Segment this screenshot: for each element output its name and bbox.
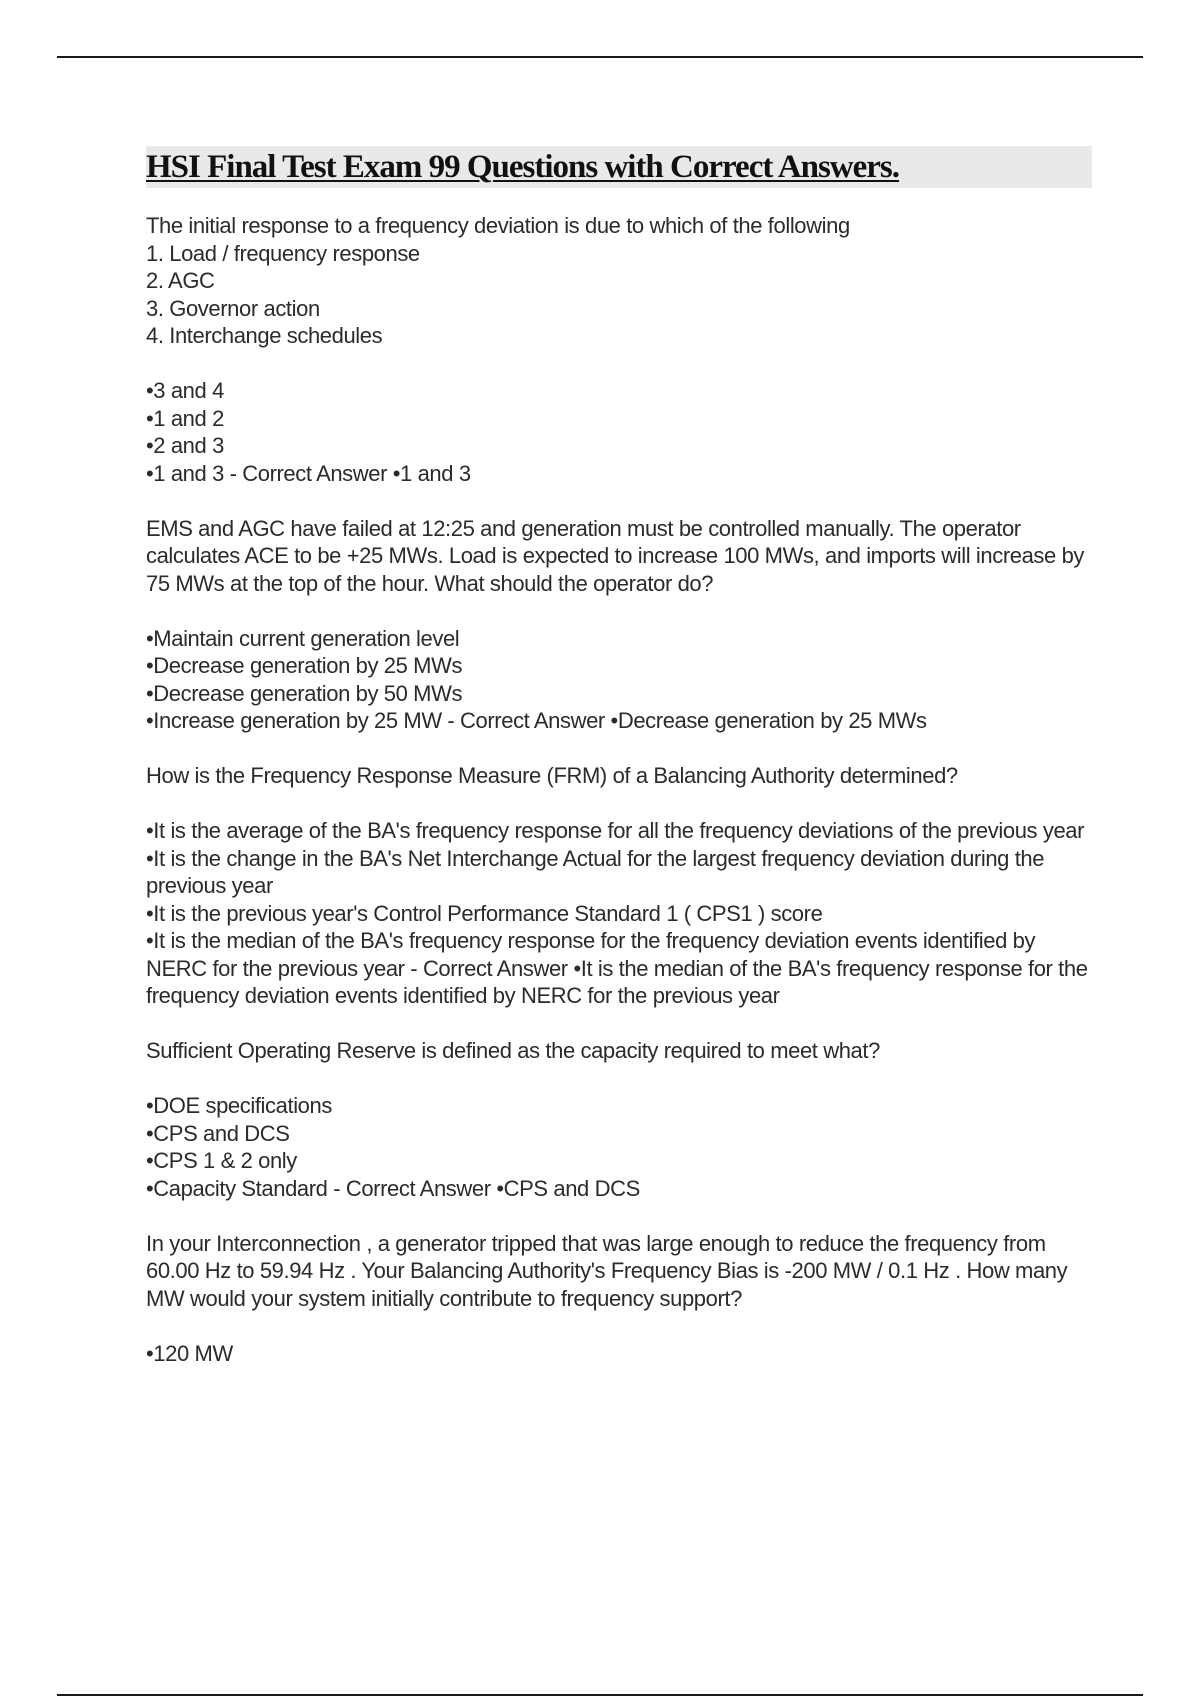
question-item: 1. Load / frequency response bbox=[146, 240, 420, 266]
answer-option: •It is the change in the BA's Net Interchange Actual for the largest frequency deviation during the previous year bbox=[146, 845, 1045, 898]
question-3-prompt bbox=[146, 762, 1092, 790]
question-4-options bbox=[146, 1092, 1092, 1202]
answer-option: •Decrease generation by 25 MWs bbox=[146, 653, 463, 678]
top-divider bbox=[57, 56, 1143, 58]
question-text: Sufficient Operating Reserve is defined as the capacity required to meet what? bbox=[146, 1038, 880, 1063]
answer-option: •Maintain current generation level bbox=[146, 625, 460, 651]
question-item: 3. Governor action bbox=[146, 295, 320, 321]
question-1-prompt bbox=[146, 212, 1092, 350]
answer-option: •CPS 1 & 2 only bbox=[146, 1148, 297, 1173]
answer-option: •1 and 2 bbox=[146, 405, 224, 431]
question-1-options bbox=[146, 377, 1092, 487]
question-2-prompt bbox=[146, 515, 1092, 598]
question-5-prompt bbox=[146, 1230, 1092, 1313]
answer-option-correct: •Capacity Standard - Correct Answer •CPS and DCS bbox=[146, 1175, 640, 1201]
answer-option: •It is the average of the BA's frequency response for all the frequency deviations of the previous year bbox=[146, 818, 1085, 843]
answer-option: •It is the previous year's Control Performance Standard 1 ( CPS1 ) score bbox=[146, 900, 823, 926]
question-item: 2. AGC bbox=[146, 268, 215, 293]
question-5-options bbox=[146, 1340, 1092, 1368]
document-title: HSI Final Test Exam 99 Questions with Correct Answers. bbox=[146, 148, 900, 185]
answer-option: •Decrease generation by 50 MWs bbox=[146, 680, 463, 706]
answer-option-correct: •1 and 3 - Correct Answer •1 and 3 bbox=[146, 460, 471, 486]
question-text: How is the Frequency Response Measure (FRM) of a Balancing Authority determined? bbox=[146, 763, 958, 788]
answer-option: •2 and 3 bbox=[146, 433, 224, 458]
question-text: EMS and AGC have failed at 12:25 and generation must be controlled manually. The operator calculates ACE to be +25 MWs. Load is expected to increase 100 MWs, and imports will increase by 75 MWs at the top of the hour. What should the operator do? bbox=[146, 515, 1085, 596]
bottom-divider bbox=[57, 1694, 1143, 1696]
question-text: The initial response to a frequency deviation is due to which of the following bbox=[146, 213, 850, 238]
question-text: In your Interconnection , a generator tripped that was large enough to reduce the frequency from 60.00 Hz to 59.94 Hz . Your Balancing Authority's Frequency Bias is -200 MW / 0.1 Hz . How many MW would your system initially contribute to frequency support? bbox=[146, 1230, 1068, 1311]
answer-option-correct: •It is the median of the BA's frequency response for the frequency deviation events identified by NERC for the previous year - Correct Answer •It is the median of the BA's frequency response for the frequency deviation events identified by NERC for the previous year bbox=[146, 928, 1088, 1008]
question-4-prompt bbox=[146, 1037, 1092, 1065]
answer-option: •3 and 4 bbox=[146, 378, 224, 403]
answer-option: •DOE specifications bbox=[146, 1093, 332, 1118]
question-2-options bbox=[146, 625, 1092, 735]
answer-option: •120 MW bbox=[146, 1340, 233, 1366]
question-item: 4. Interchange schedules bbox=[146, 323, 383, 348]
document-body bbox=[146, 146, 1092, 1395]
answer-option-correct: •Increase generation by 25 MW - Correct Answer •Decrease generation by 25 MWs bbox=[146, 708, 927, 733]
question-3-options bbox=[146, 817, 1092, 1010]
title-bar bbox=[146, 146, 1092, 188]
answer-option: •CPS and DCS bbox=[146, 1120, 290, 1146]
